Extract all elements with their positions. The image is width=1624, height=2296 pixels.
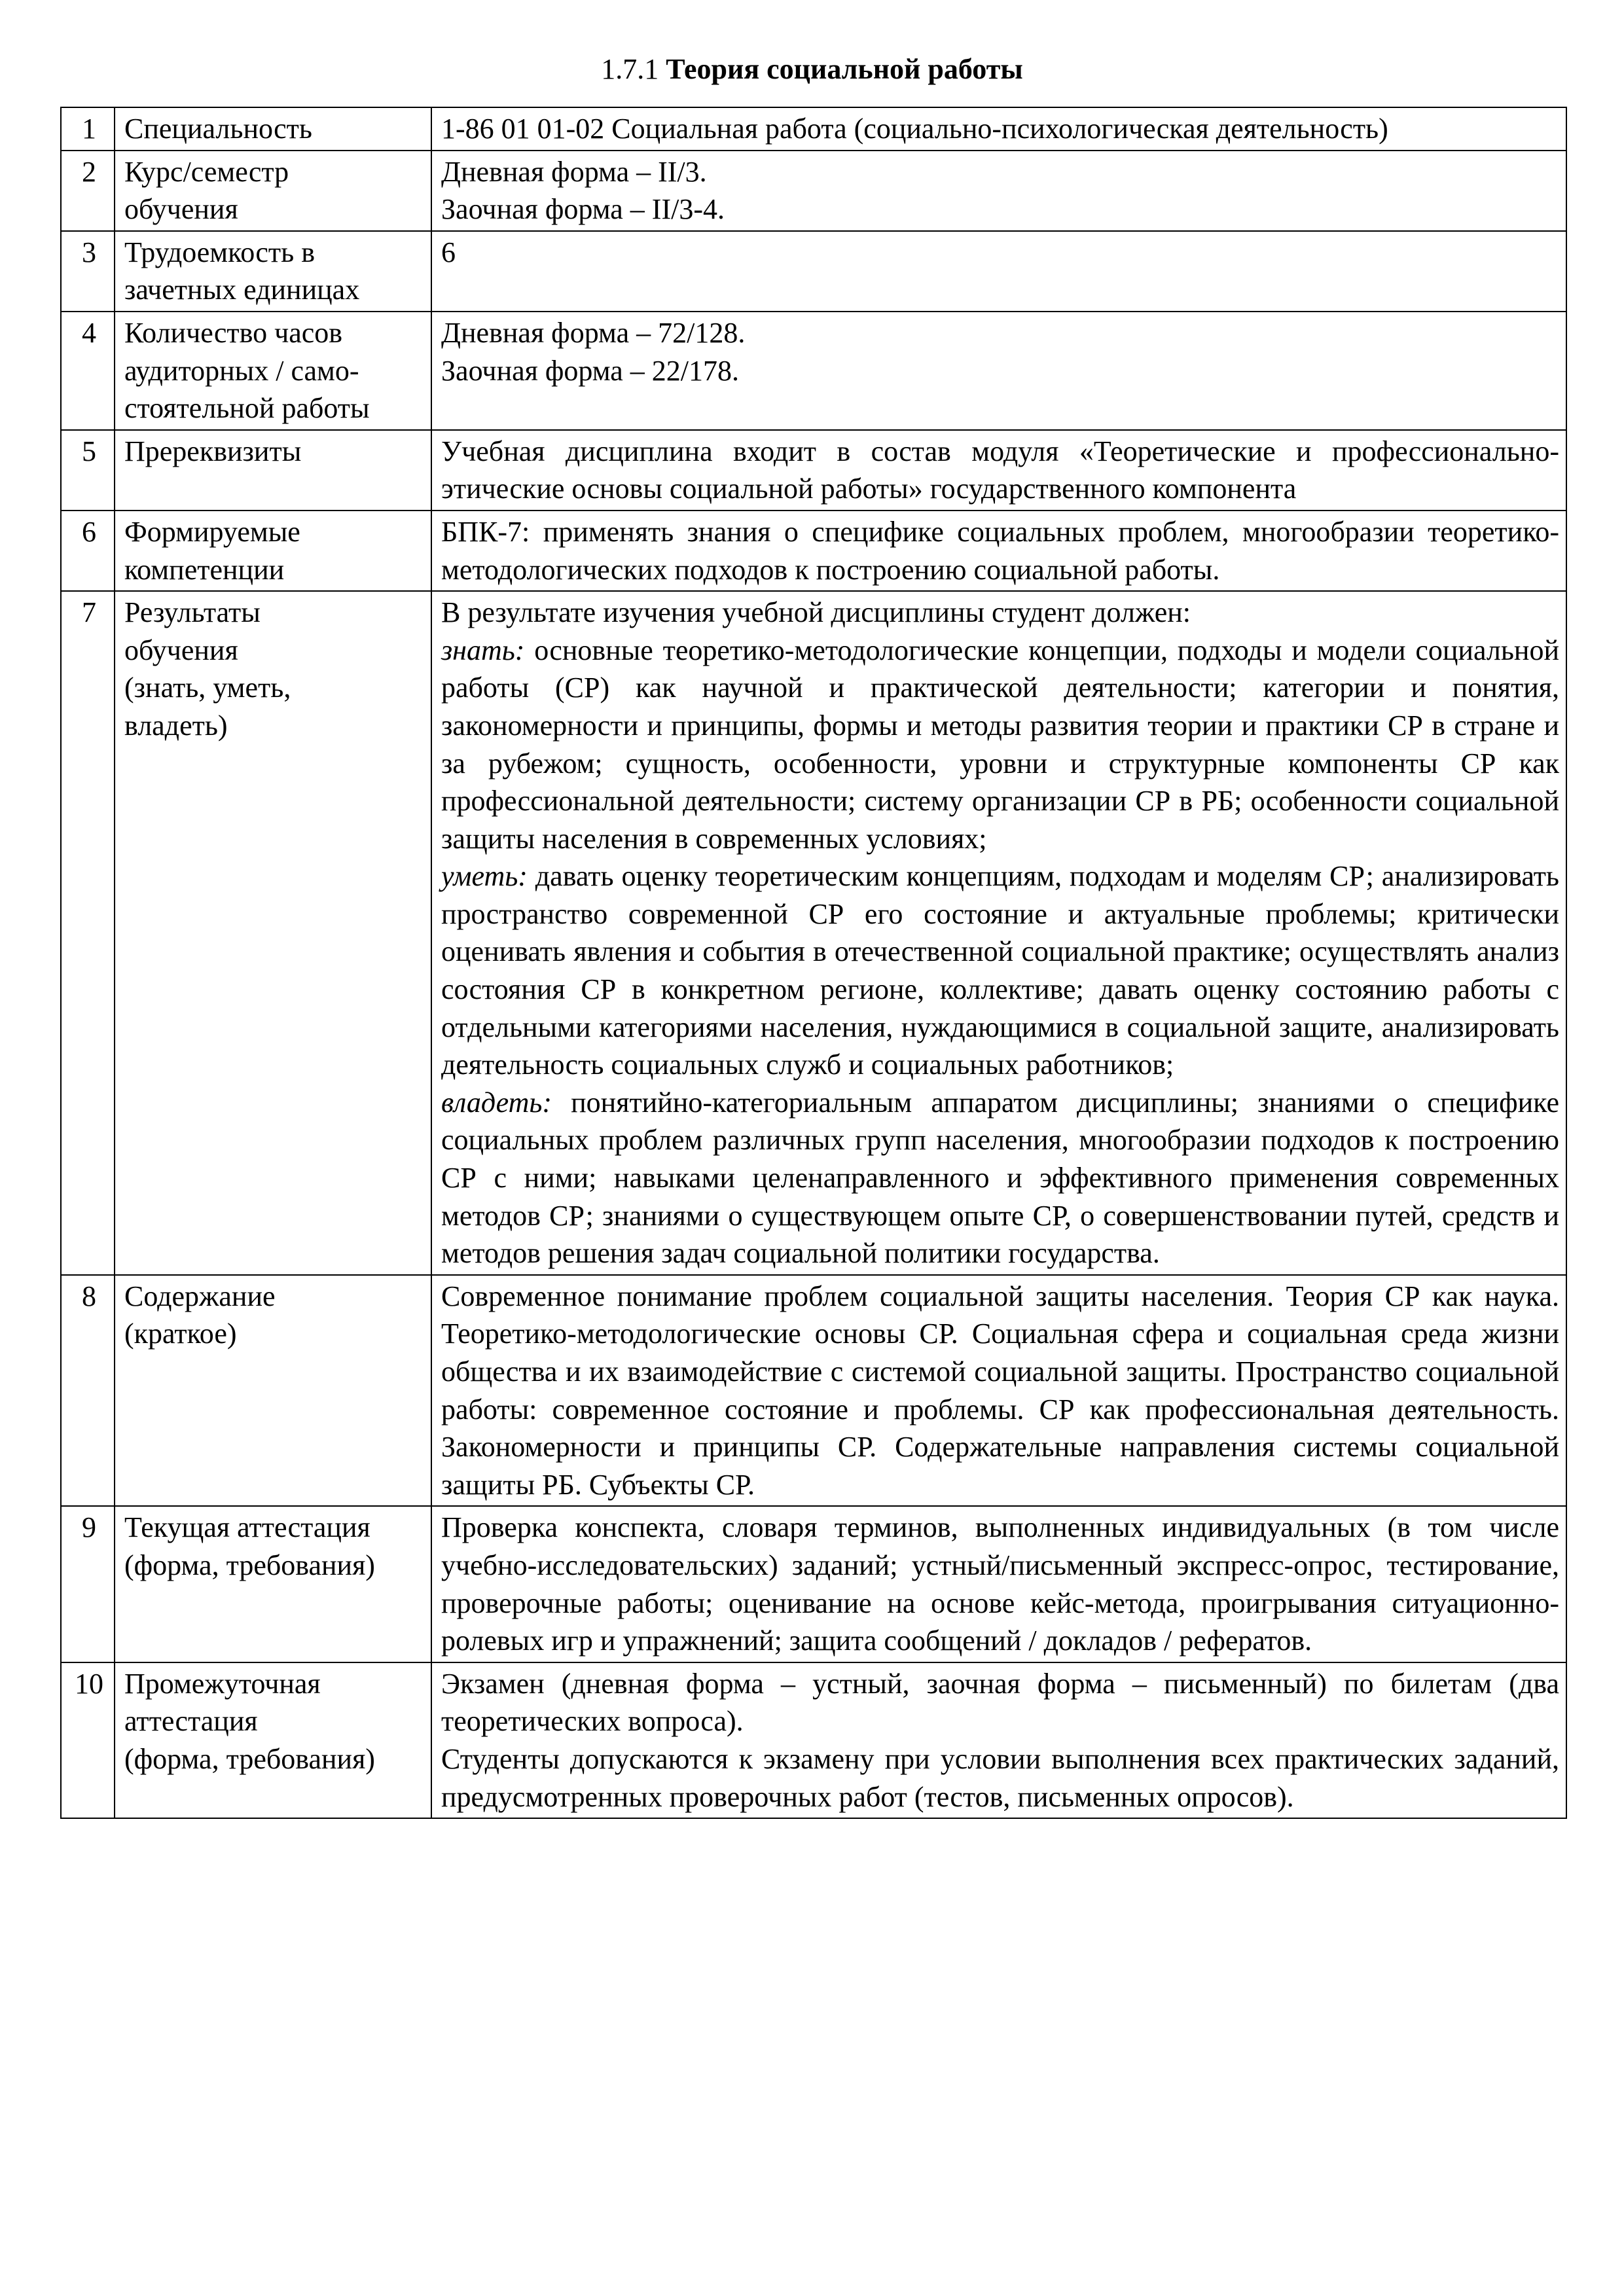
row-value-paragraph: Студенты допускаются к экзамену при условии выполнения всех практических заданий, предусмотренных проверочных работ (тестов, письменных опросов). bbox=[441, 1742, 1559, 1813]
row-label-line: обучения bbox=[124, 193, 238, 226]
row-number: 9 bbox=[61, 1506, 115, 1662]
row-label bbox=[115, 312, 431, 430]
row-number: 10 bbox=[61, 1662, 115, 1818]
table-row bbox=[61, 1506, 1566, 1662]
row-label-line: (знать, уметь, bbox=[124, 672, 291, 704]
row-value bbox=[431, 591, 1566, 1275]
row-label-line: обучения bbox=[124, 634, 238, 666]
table-row bbox=[61, 312, 1566, 430]
row-value bbox=[431, 231, 1566, 312]
row-label bbox=[115, 1506, 431, 1662]
row-value bbox=[431, 312, 1566, 430]
results-own bbox=[441, 1084, 1559, 1272]
results-intro: В результате изучения учебной дисциплины студент должен: bbox=[441, 596, 1191, 629]
table-row bbox=[61, 151, 1566, 231]
row-label-line: Промежуточная bbox=[124, 1667, 321, 1700]
table-row bbox=[61, 107, 1566, 151]
row-label-line: аудиторных / само- bbox=[124, 354, 359, 387]
row-value bbox=[431, 107, 1566, 151]
row-label bbox=[115, 151, 431, 231]
row-value-line: Заочная форма – 22/178. bbox=[441, 354, 740, 387]
row-label-line: (краткое) bbox=[124, 1318, 237, 1350]
table-row bbox=[61, 1662, 1566, 1818]
row-value-line: Дневная форма – 72/128. bbox=[441, 316, 746, 349]
row-label-line: Содержание bbox=[124, 1280, 276, 1312]
row-value bbox=[431, 1275, 1566, 1507]
row-label-line: Текущая аттестация bbox=[124, 1511, 370, 1544]
row-label bbox=[115, 430, 431, 511]
table-row bbox=[61, 231, 1566, 312]
row-value bbox=[431, 151, 1566, 231]
syllabus-table bbox=[60, 107, 1567, 1819]
know-text: основные теоретико-методологические концепции, подходы и модели социальной работы (СР) как научной и практической деятельности; категории и понятия, закономерности и принципы, формы и методы развития теории и практики СР в стране и за рубежом; сущность, особенности, уровни и структурные компоненты СР как профессиональной деятельности; систему организации СР в РБ; особенности социальной защиты населения в современных условиях; bbox=[441, 634, 1559, 855]
row-value-line: 6 bbox=[441, 236, 456, 268]
row-label bbox=[115, 1275, 431, 1507]
row-label-line: зачетных единицах bbox=[124, 274, 360, 306]
row-label-line: Результаты bbox=[124, 596, 261, 629]
can-text: давать оценку теоретическим концепциям, подходам и моделям СР; анализировать пространство современной СР его состояние и актуальные проблемы; критически оценивать явления и события в отечественной социальной практике; осуществлять анализ состояния СР в конкретном регионе, коллективе; давать оценку состоянию работы с отдельными категориями населения, нуждающимися в социальной защите, анализировать деятельность социальных служб и социальных работников; bbox=[441, 860, 1560, 1081]
title-number: 1.7.1 bbox=[601, 53, 659, 85]
row-label-line: (форма, требования) bbox=[124, 1742, 375, 1775]
row-label-line: Курс/семестр bbox=[124, 155, 289, 188]
row-number: 4 bbox=[61, 312, 115, 430]
row-label-line: стоятельной работы bbox=[124, 392, 370, 425]
row-label-line: Трудоемкость в bbox=[124, 236, 315, 268]
row-label-line: Формируемые bbox=[124, 515, 300, 548]
row-label bbox=[115, 591, 431, 1275]
row-value-line: Дневная форма – II/3. bbox=[441, 155, 707, 188]
row-label-line: владеть) bbox=[124, 709, 228, 742]
results-can bbox=[441, 857, 1559, 1084]
row-label bbox=[115, 231, 431, 312]
row-label-line: Количество часов bbox=[124, 316, 343, 349]
row-number: 2 bbox=[61, 151, 115, 231]
row-label bbox=[115, 107, 431, 151]
row-number: 3 bbox=[61, 231, 115, 312]
results-know bbox=[441, 632, 1559, 858]
row-value bbox=[431, 1506, 1566, 1662]
know-label: знать: bbox=[441, 634, 525, 666]
row-value-line: 1-86 01 01-02 Социальная работа (социально-психологическая деятельность) bbox=[441, 113, 1388, 145]
row-label bbox=[115, 1662, 431, 1818]
row-number: 8 bbox=[61, 1275, 115, 1507]
row-label-line: компетенции bbox=[124, 553, 285, 586]
table-row bbox=[61, 591, 1566, 1275]
row-number: 6 bbox=[61, 511, 115, 591]
row-number: 1 bbox=[61, 107, 115, 151]
title-text: Теория социальной работы bbox=[666, 53, 1023, 85]
table-row bbox=[61, 430, 1566, 511]
row-label-line: (форма, требования) bbox=[124, 1549, 375, 1581]
table-row bbox=[61, 511, 1566, 591]
row-label bbox=[115, 511, 431, 591]
own-text: понятийно-категориальным аппаратом дисциплины; знаниями о специфике социальных проблем различных групп населения, многообразии подходов к построению СР с ними; навыками целенаправленного и эффективного применения современных методов СР; знаниями о существующем опыте СР, о совершенствовании путей, средств и методов решения задач социальной политики государства. bbox=[441, 1086, 1559, 1270]
row-value-paragraph: Учебная дисциплина входит в состав модуля «Теоретические и профессионально-этические основы социальной работы» государственного компонента bbox=[441, 435, 1559, 505]
row-number: 7 bbox=[61, 591, 115, 1275]
row-value-paragraph: БПК-7: применять знания о специфике социальных проблем, многообразии теоретико-методологических подходов к построению социальной работы. bbox=[441, 515, 1559, 586]
row-label-line: Пререквизиты bbox=[124, 435, 302, 467]
row-value bbox=[431, 1662, 1566, 1818]
can-label: уметь: bbox=[441, 860, 528, 893]
row-label-line: аттестация bbox=[124, 1705, 258, 1738]
document-title bbox=[0, 51, 1624, 88]
row-number: 5 bbox=[61, 430, 115, 511]
row-value-line: Заочная форма – II/3-4. bbox=[441, 193, 725, 226]
own-label: владеть: bbox=[441, 1086, 552, 1119]
table-row bbox=[61, 1275, 1566, 1507]
row-value bbox=[431, 430, 1566, 511]
row-label-line: Специальность bbox=[124, 113, 312, 145]
row-value-paragraph: Проверка конспекта, словаря терминов, выполненных индивидуальных (в том числе учебно-исследовательских) заданий; устный/письменный экспресс-опрос, тестирование, проверочные работы; оценивание на основе кейс-метода, проигрывания ситуационно-ролевых игр и упражнений; защита сообщений / докладов / рефератов. bbox=[441, 1511, 1559, 1657]
row-value-paragraph: Экзамен (дневная форма – устный, заочная форма – письменный) по билетам (два теоретических вопроса). bbox=[441, 1667, 1559, 1738]
row-value bbox=[431, 511, 1566, 591]
row-value-paragraph: Современное понимание проблем социальной защиты населения. Теория СР как наука. Теоретико-методологические основы СР. Социальная сфера и социальная среда жизни общества и их взаимодействие с системой социальной защиты. Пространство социальной работы: современное состояние и проблемы. СР как профессиональная деятельность. Закономерности и принципы СР. Содержательные направления системы социальной защиты РБ. Субъекты СР. bbox=[441, 1280, 1559, 1501]
